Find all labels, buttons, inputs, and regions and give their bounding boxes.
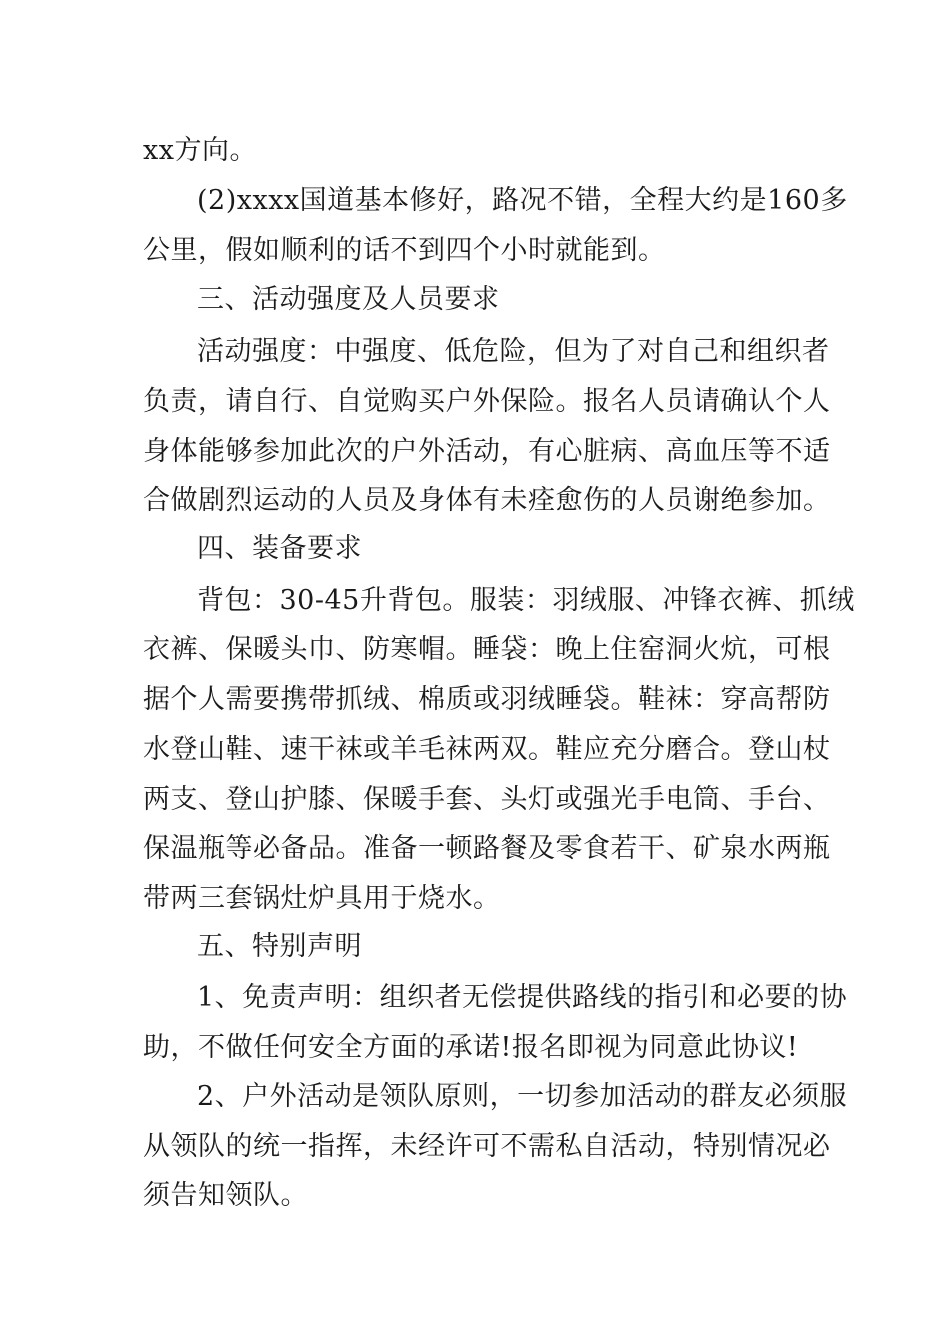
section-heading: 四、装备要求	[197, 533, 362, 564]
text-line: xx方向。	[143, 135, 257, 166]
text-line: 带两三套锅灶炉具用于烧水。	[143, 883, 501, 914]
text-line: 水登山鞋、速干袜或羊毛袜两双。鞋应充分磨合。登山杖	[143, 734, 831, 765]
text-line: 负责，请自行、自觉购买户外保险。报名人员请确认个人	[143, 386, 831, 417]
text-line: 公里，假如顺利的话不到四个小时就能到。	[143, 235, 666, 266]
section-heading: 五、特别声明	[197, 931, 362, 962]
text-line: 保温瓶等必备品。准备一顿路餐及零食若干、矿泉水两瓶	[143, 833, 831, 864]
text-line: 两支、登山护膝、保暖手套、头灯或强光手电筒、手台、	[143, 784, 831, 815]
text-line: 合做剧烈运动的人员及身体有未痊愈伤的人员谢绝参加。	[143, 485, 831, 516]
text-line: 2、户外活动是领队原则，一切参加活动的群友必须服	[197, 1081, 848, 1112]
text-line: 助，不做任何安全方面的承诺!报名即视为同意此协议!	[143, 1032, 799, 1063]
section-heading: 三、活动强度及人员要求	[197, 284, 500, 315]
text-line: 须告知领队。	[143, 1180, 308, 1211]
text-line: 背包：30-45升背包。服装：羽绒服、冲锋衣裤、抓绒	[197, 585, 855, 616]
text-line: (2)xxxx国道基本修好，路况不错，全程大约是160多	[197, 185, 848, 216]
text-line: 1、免责声明：组织者无偿提供路线的指引和必要的协	[197, 982, 848, 1013]
text-line: 身体能够参加此次的户外活动，有心脏病、高血压等不适	[143, 436, 831, 467]
text-line: 活动强度：中强度、低危险，但为了对自己和组织者	[197, 336, 830, 367]
text-line: 从领队的统一指挥，未经许可不需私自活动，特别情况必	[143, 1131, 831, 1162]
text-line: 据个人需要携带抓绒、棉质或羽绒睡袋。鞋袜：穿高帮防	[143, 684, 831, 715]
text-line: 衣裤、保暖头巾、防寒帽。睡袋：晚上住窑洞火炕，可根	[143, 634, 831, 665]
